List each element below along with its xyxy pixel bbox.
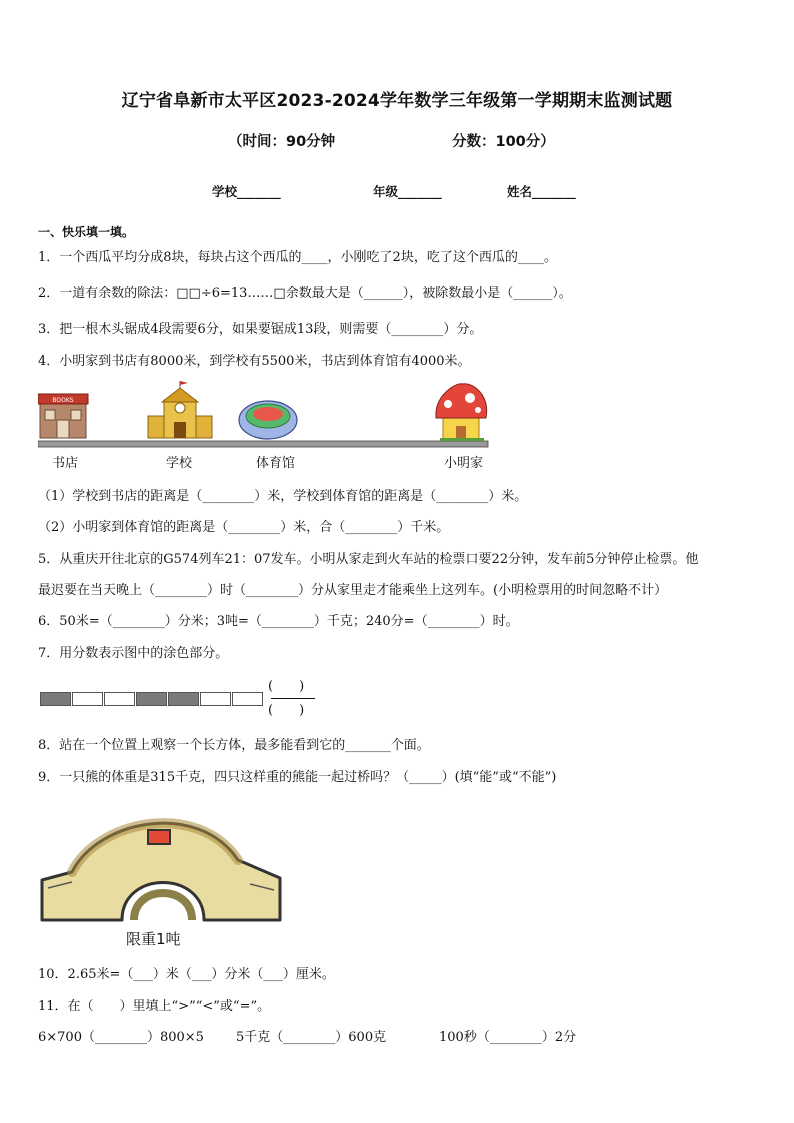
question-4-2: （2）小明家到体育馆的距离是（________）米，合（________）千米。 [38, 520, 450, 535]
bookstore-icon [38, 394, 88, 438]
grade-field[interactable]: 年级_______ [373, 184, 442, 199]
fraction-strip [40, 692, 265, 706]
section-heading: 一、快乐填一填。 [38, 225, 135, 239]
bridge-icon [38, 800, 288, 925]
question-8: 8．站在一个位置上观察一个长方体，最多能看到它的_______个面。 [38, 738, 430, 753]
strip-cell [136, 692, 167, 706]
exam-time: （时间：90分钟 [228, 134, 336, 150]
question-10: 10．2.65米=（___）米（___）分米（___）厘米。 [38, 967, 335, 982]
question-11: 11．在（ ）里填上“>”“<”或“=”。 [38, 999, 271, 1014]
route-map [38, 380, 498, 470]
fraction-numerator[interactable]: ( ) [268, 679, 305, 694]
question-11-c: 100秒（________）2分 [439, 1030, 577, 1045]
question-4: 4．小明家到书店有8000米，到学校有5500米，书店到体育馆有4000米。 [38, 354, 471, 369]
strip-cell [40, 692, 71, 706]
bridge-weight-limit: 限重1吨 [126, 930, 181, 948]
exam-score: 分数：100分） [452, 134, 555, 150]
label-school: 学校 [166, 456, 193, 471]
page-title: 辽宁省阜新市太平区2023-2024学年数学三年级第一学期期末监测试题 [121, 91, 673, 111]
label-home: 小明家 [444, 456, 484, 471]
bridge-figure [38, 800, 288, 950]
label-gym: 体育馆 [256, 456, 296, 471]
question-9: 9．一只熊的体重是315千克，四只这样重的熊能一起过桥吗？（_____）(填“能”或“不能”) [38, 770, 557, 785]
question-1: 1．一个西瓜平均分成8块，每块占这个西瓜的____，小刚吃了2块，吃了这个西瓜的____。 [38, 250, 557, 265]
school-field[interactable]: 学校_______ [212, 184, 281, 199]
book-sign-text: BOOKS [52, 397, 74, 404]
strip-cell [104, 692, 135, 706]
strip-cell [72, 692, 103, 706]
strip-cell [168, 692, 199, 706]
strip-cell [200, 692, 231, 706]
question-11-a: 6×700（________）800×5 [38, 1030, 204, 1045]
question-7: 7．用分数表示图中的涂色部分。 [38, 646, 229, 661]
fraction-denominator[interactable]: ( ) [268, 703, 305, 718]
name-field[interactable]: 姓名_______ [507, 184, 576, 199]
label-bookstore: 书店 [52, 456, 79, 471]
question-6: 6．50米=（________）分米；3吨=（________）千克；240分=（________）时。 [38, 614, 519, 629]
question-5-line2: 最迟要在当天晚上（________）时（________）分从家里走才能乘坐上这列车。(小明检票用的时间忽略不计） [38, 583, 668, 598]
question-11-b: 5千克（________）600克 [236, 1030, 387, 1045]
question-2: 2．一道有余数的除法：□□÷6=13……□余数最大是（______），被除数最小是（______）。 [38, 286, 572, 301]
question-4-1: （1）学校到书店的距离是（________）米，学校到体育馆的距离是（________）米。 [38, 489, 528, 504]
gym-icon [239, 401, 297, 439]
question-3: 3．把一根木头锯成4段需要6分，如果要锯成13段，则需要（________）分。 [38, 322, 483, 337]
school-icon [148, 381, 212, 438]
home-icon [436, 384, 487, 441]
question-5-line1: 5．从重庆开往北京的G574列车21：07发车。小明从家走到火车站的检票口要22分钟，发车前5分钟停止检票。他 [38, 552, 699, 567]
strip-cell [232, 692, 263, 706]
fraction-bar [271, 698, 315, 699]
